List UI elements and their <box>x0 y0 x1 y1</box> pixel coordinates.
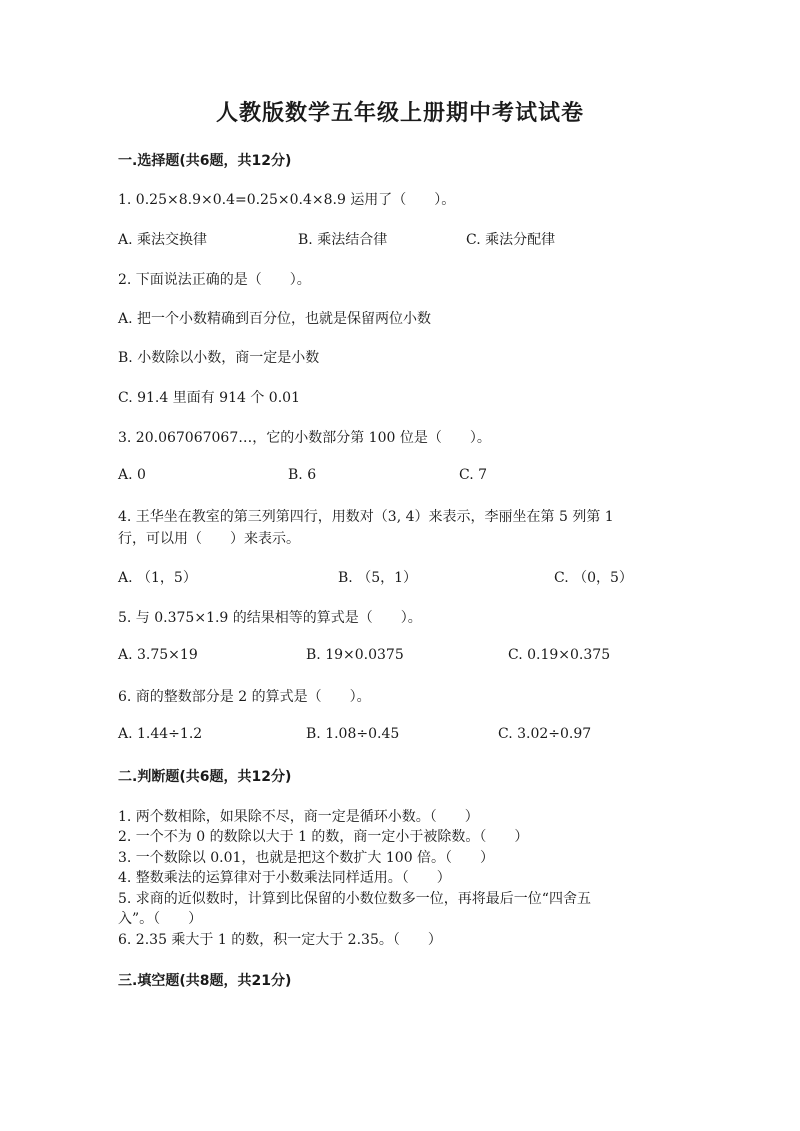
judge-item-continued: 入”。（ ） <box>118 911 203 927</box>
judge-item: 3. 一个数除以 0.01，也就是把这个数扩大 100 倍。（ ） <box>118 850 495 866</box>
question-stem: 6. 商的整数部分是 2 的算式是（ ）。 <box>118 689 371 705</box>
option-a: A. 0 <box>118 467 146 483</box>
question-stem: 2. 下面说法正确的是（ ）。 <box>118 272 311 288</box>
option-b: B. 6 <box>288 467 317 483</box>
option-a: A. 1.44÷1.2 <box>118 726 203 742</box>
judge-item: 5. 求商的近似数时，计算到比保留的小数位数多一位，再将最后一位“四舍五 <box>118 891 591 907</box>
option-b: B. 1.08÷0.45 <box>306 726 400 742</box>
option-a: A. 3.75×19 <box>118 647 198 663</box>
option-c: C. 0.19×0.375 <box>508 647 611 663</box>
option-c: C. 91.4 里面有 914 个 0.01 <box>118 390 300 406</box>
option-b: B. 19×0.0375 <box>306 647 404 663</box>
question-stem: 3. 20.067067067…，它的小数部分第 100 位是（ ）。 <box>118 430 491 446</box>
page-title: 人教版数学五年级上册期中考试试卷 <box>215 101 584 126</box>
question-stem-continued: 行，可以用（ ）来表示。 <box>118 531 300 547</box>
judge-item: 6. 2.35 乘大于 1 的数，积一定大于 2.35。（ ） <box>118 932 442 948</box>
judge-item: 2. 一个不为 0 的数除以大于 1 的数，商一定小于被除数。（ ） <box>118 829 529 845</box>
section-heading-fill: 三.填空题(共8题，共21分) <box>118 973 292 989</box>
option-b: B. 小数除以小数，商一定是小数 <box>118 350 320 366</box>
question-stem: 5. 与 0.375×1.9 的结果相等的算式是（ ）。 <box>118 610 422 626</box>
option-c: C. 7 <box>459 467 488 483</box>
option-a: A. （1，5） <box>118 570 197 586</box>
option-b: B. 乘法结合律 <box>298 232 388 248</box>
option-c: C. 3.02÷0.97 <box>498 726 592 742</box>
question-stem: 1. 0.25×8.9×0.4=0.25×0.4×8.9 运用了（ ）。 <box>118 192 456 208</box>
option-a: A. 乘法交换律 <box>118 232 208 248</box>
question-stem: 4. 王华坐在教室的第三列第四行，用数对（3, 4）来表示，李丽坐在第 5 列第 1 <box>118 509 614 525</box>
judge-item: 4. 整数乘法的运算律对于小数乘法同样适用。（ ） <box>118 870 451 886</box>
section-heading-judge: 二.判断题(共6题，共12分) <box>118 769 292 785</box>
option-a: A. 把一个小数精确到百分位，也就是保留两位小数 <box>118 311 432 327</box>
option-b: B. （5，1） <box>338 570 418 586</box>
option-c: C. （0，5） <box>554 570 633 586</box>
option-c: C. 乘法分配律 <box>466 232 556 248</box>
judge-item: 1. 两个数相除，如果除不尽，商一定是循环小数。（ ） <box>118 809 479 825</box>
section-heading-choice: 一.选择题(共6题，共12分) <box>118 153 292 169</box>
